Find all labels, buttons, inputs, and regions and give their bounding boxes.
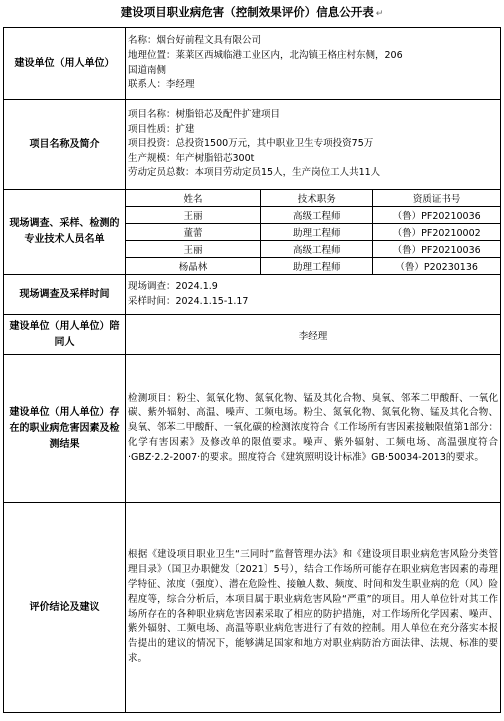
employer-label: 建设单位（用人单位） bbox=[4, 28, 126, 100]
technicians-cell bbox=[126, 190, 501, 275]
employer-contact: 联系人：李经理 bbox=[128, 79, 195, 91]
employer-location-2: 国道南侧 bbox=[128, 64, 167, 76]
project-nature: 项目性质：扩建 bbox=[128, 123, 195, 135]
table-row bbox=[126, 207, 500, 224]
hazards-text: 检测项目：粉尘、氮氧化物、氮氧化物、锰及其化合物、臭氧、邻苯二甲酸酐、一氧化碳、紫外辐射、高温、噪声、工频电场。粉尘、氮氧化物、氮氧化物、锰及其化合物、臭氧、邻苯二甲酸酐、一氧化碳的检测浓度符合《工作场所有害因素接触限值第1部分：化学有害因素》及修改单的限值要求。噪声、紫外辐射、工频电场、高温强度符合·GBZ·2.2-2007·的要求。照度符合《建筑照明设计标准》GB·50034-2013的要求。 bbox=[126, 355, 501, 503]
conclusion-row bbox=[4, 503, 501, 713]
technicians-row bbox=[4, 190, 501, 275]
document-title: 建设项目职业病危害（控制效果评价）信息公开表 ↵ bbox=[120, 5, 384, 19]
technician-title: 助理工程师 bbox=[261, 258, 373, 275]
project-name: 项目名称：树脂铅芯及配件扩建项目 bbox=[128, 109, 281, 121]
project-row bbox=[4, 100, 501, 190]
technician-name: 杨晶林 bbox=[126, 258, 261, 275]
technician-certificate: （鲁）PF20210002 bbox=[373, 224, 500, 241]
technician-title: 高级工程师 bbox=[261, 241, 373, 258]
column-header-title: 技术职务 bbox=[261, 190, 373, 207]
technician-title: 助理工程师 bbox=[261, 224, 373, 241]
table-row bbox=[126, 258, 500, 275]
hazards-row bbox=[4, 355, 501, 503]
technicians-label: 现场调查、采样、检测的专业技术人员名单 bbox=[4, 190, 126, 275]
technician-name: 董蕾 bbox=[126, 224, 261, 241]
technicians-table bbox=[126, 190, 500, 274]
technician-name: 王丽 bbox=[126, 207, 261, 224]
conclusion-text: 根据《建设项目职业卫生“三同时”监督管理办法》和《建设项目职业病危害风险分类管理目录》（国卫办职健发〔2021〕5号），结合工作场所可能存在职业病危害因素的毒理学特征、浓度（强度）、潜在危险性、接触人数、频度、时间和发生职业病的危（风）险程度等，综合分析后，本项目属于职业病危害风险“严重”的项目。用人单位针对其工作场所存在的各种职业病危害因素采取了相应的防护措施，对工作场所化学因素、噪声、紫外辐射、工频电场、高温等职业病危害进行了有效的控制。用人单位在充分落实本报告提出的建议的情况下，能够满足国家和地方对职业病防治方面法律、法规、标准的要求。 bbox=[126, 503, 501, 713]
hazards-label: 建设单位（用人单位）存在的职业病危害因素及检测结果 bbox=[4, 355, 126, 503]
column-header-certificate: 资质证书号 bbox=[373, 190, 500, 207]
technician-title: 高级工程师 bbox=[261, 207, 373, 224]
survey-time-label: 现场调查及采样时间 bbox=[4, 275, 126, 315]
survey-time-row bbox=[4, 275, 501, 315]
project-investment: 项目投资：总投资1500万元，其中职业卫生专项投资75万 bbox=[128, 138, 374, 150]
sampling-date: 采样时间：2024.1.15-1.17 bbox=[128, 295, 249, 307]
table-row bbox=[126, 241, 500, 258]
project-scale: 生产规模：年产树脂铅芯300t bbox=[128, 152, 255, 164]
survey-date: 现场调查：2024.1.9 bbox=[128, 280, 218, 292]
escort-value: 李经理 bbox=[126, 315, 501, 355]
technician-certificate: （鲁）PF20210036 bbox=[373, 241, 500, 258]
technician-certificate: （鲁）P20230136 bbox=[373, 258, 500, 275]
technician-certificate: （鲁）PF20210036 bbox=[373, 207, 500, 224]
project-staffing: 劳动定员总数：本项目劳动定员15人，生产岗位工人共11人 bbox=[128, 167, 381, 179]
technician-name: 王丽 bbox=[126, 241, 261, 258]
employer-name: 名称：烟台好前程文具有限公司 bbox=[128, 35, 262, 47]
survey-time-info bbox=[126, 275, 501, 315]
project-info bbox=[126, 100, 501, 190]
conclusion-label: 评价结论及建议 bbox=[4, 503, 126, 713]
column-header-name: 姓名 bbox=[126, 190, 261, 207]
escort-row bbox=[4, 315, 501, 355]
employer-row bbox=[4, 28, 501, 100]
escort-label: 建设单位（用人单位）陪同人 bbox=[4, 315, 126, 355]
employer-info bbox=[126, 28, 501, 100]
info-table bbox=[3, 27, 501, 713]
table-row bbox=[126, 224, 500, 241]
paragraph-mark-icon: ↵ bbox=[375, 9, 384, 19]
technicians-header-row bbox=[126, 190, 500, 207]
project-label: 项目名称及简介 bbox=[4, 100, 126, 190]
employer-location-1: 地理位置：莱莱区西城临港工业区内，北沟镇王格庄村东侧，206 bbox=[128, 49, 403, 61]
